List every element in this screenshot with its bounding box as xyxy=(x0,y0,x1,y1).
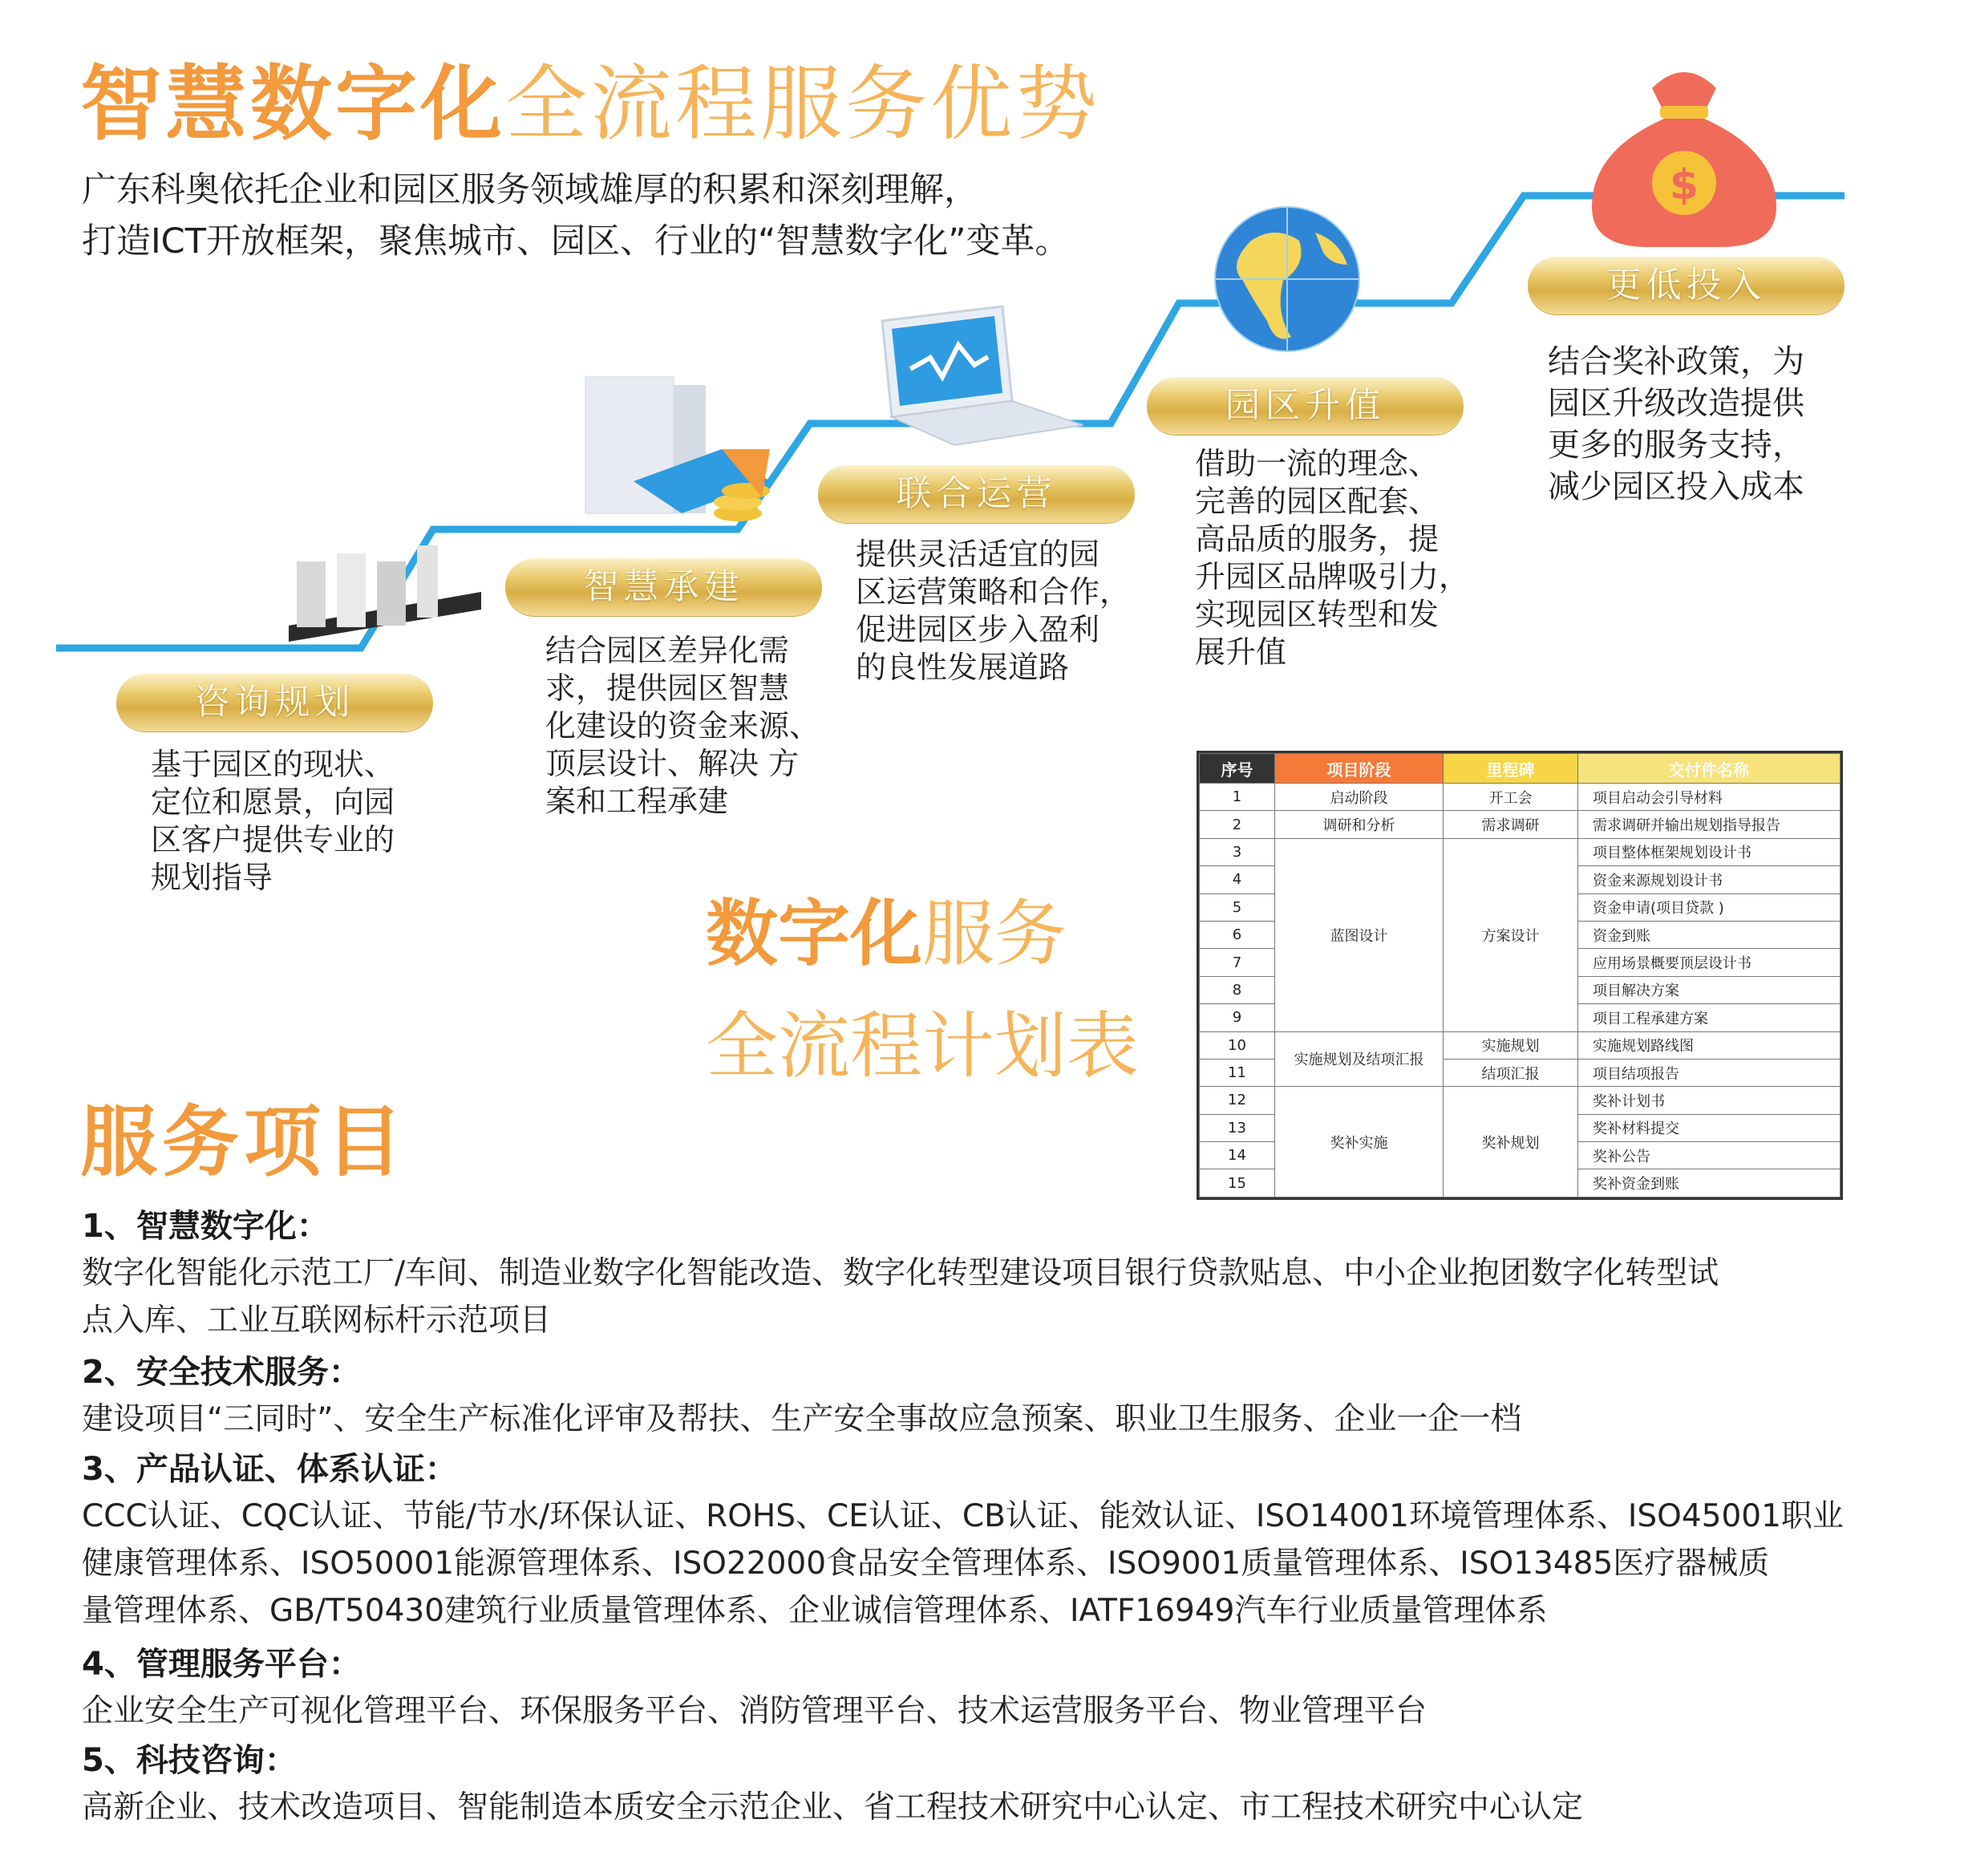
service-line: 点入库、工业互联网标杆示范项目 xyxy=(82,1303,552,1339)
service-line: 数字化智能化示范工厂/车间、制造业数字化智能改造、数字化转型建设项目银行贷款贴息、中小企业抱团数字化转型试 xyxy=(82,1255,1719,1291)
deliverable-cell: 项目启动会引导材料 xyxy=(1578,784,1840,811)
main-title-rest: 全流程服务优势 xyxy=(505,57,1100,152)
stage-text-consulting: 基于园区的现状、 定位和愿景，向园 区客户提供专业的 规划指导 xyxy=(151,747,395,895)
project-stage-cell: 启动阶段 xyxy=(1275,784,1444,811)
service-item xyxy=(82,1203,1918,1344)
deliverable-cell: 项目结项报告 xyxy=(1578,1059,1840,1086)
deliverable-cell: 需求调研并输出规划指导报告 xyxy=(1578,811,1840,838)
service-heading: 5、科技咨询： xyxy=(82,1742,297,1779)
stage-label: 更低投入 xyxy=(1606,265,1767,306)
row-number: 6 xyxy=(1200,921,1275,948)
table-row xyxy=(1200,1087,1840,1114)
row-number: 4 xyxy=(1200,866,1275,893)
table-row xyxy=(1200,838,1840,865)
building-blocks-icon xyxy=(289,545,481,642)
plan-table-container xyxy=(1197,751,1843,1200)
stage-pill-consulting xyxy=(116,674,433,731)
service-line: 量管理体系、GB/T50430建筑行业质量管理体系、企业诚信管理体系、IATF16949汽车行业质量管理体系 xyxy=(82,1593,1548,1629)
skyscraper-coins-icon xyxy=(585,377,770,521)
stage-text-operation: 提供灵活适宜的园 区运营策略和合作， 促进园区步入盈利 的良性发展道路 xyxy=(856,537,1131,685)
service-line: 建设项目“三同时”、安全生产标准化评审及帮扶、生产安全事故应急预案、职业卫生服务、企业一企一档 xyxy=(82,1401,1522,1437)
globe-icon xyxy=(1215,207,1359,351)
stage-pill-lower-cost xyxy=(1528,257,1845,314)
intro-line: 打造ICT开放框架，聚焦城市、园区、行业的“智慧数字化”变革。 xyxy=(82,221,1070,261)
row-number: 7 xyxy=(1200,949,1275,976)
service-item xyxy=(82,1446,1918,1635)
stage-pill-appreciation xyxy=(1147,377,1464,435)
service-item xyxy=(82,1737,1918,1831)
plan-title-rest: 服务 xyxy=(922,892,1067,976)
service-line: 企业安全生产可视化管理平台、环保服务平台、消防管理平台、技术运营服务平台、物业管理平台 xyxy=(82,1693,1427,1729)
row-number: 8 xyxy=(1200,976,1275,1003)
milestone-cell: 结项汇报 xyxy=(1444,1059,1578,1086)
row-number: 10 xyxy=(1200,1031,1275,1059)
milestone-cell: 开工会 xyxy=(1444,784,1578,811)
service-heading: 1、智慧数字化： xyxy=(82,1208,329,1245)
row-number: 5 xyxy=(1200,893,1275,921)
deliverable-cell: 项目解决方案 xyxy=(1578,976,1840,1003)
project-stage-cell: 实施规划及结项汇报 xyxy=(1275,1031,1444,1087)
project-stage-cell: 调研和分析 xyxy=(1275,811,1444,838)
stage-text-construction: 结合园区差异化需 求，提供园区智慧 化建设的资金来源、 顶层设计、解决 方 案和工程承建 xyxy=(545,633,820,819)
services-title: 服务项目 xyxy=(80,1097,407,1187)
stage-label: 智慧承建 xyxy=(583,566,744,607)
service-heading: 3、产品认证、体系认证： xyxy=(82,1451,457,1488)
row-number: 9 xyxy=(1200,1004,1275,1031)
milestone-cell: 需求调研 xyxy=(1444,811,1578,838)
project-stage-cell: 蓝图设计 xyxy=(1275,838,1444,1031)
milestone-cell: 方案设计 xyxy=(1444,838,1578,1031)
service-heading: 2、安全技术服务： xyxy=(82,1354,361,1391)
service-heading: 4、管理服务平台： xyxy=(82,1646,361,1683)
deliverable-cell: 应用场景概要顶层设计书 xyxy=(1578,949,1840,976)
row-number: 3 xyxy=(1200,838,1275,865)
money-bag-icon xyxy=(1592,72,1776,247)
row-number: 2 xyxy=(1200,811,1275,838)
deliverable-cell: 资金到账 xyxy=(1578,921,1840,948)
service-line: 健康管理体系、ISO50001能源管理体系、ISO22000食品安全管理体系、ISO9001质量管理体系、ISO13485医疗器械质 xyxy=(82,1546,1770,1582)
stage-label: 园区升值 xyxy=(1225,385,1386,426)
milestone-cell: 实施规划 xyxy=(1444,1031,1578,1059)
service-line: 高新企业、技术改造项目、智能制造本质安全示范企业、省工程技术研究中心认定、市工程技术研究中心认定 xyxy=(82,1789,1584,1825)
plan-title-line2: 全流程计划表 xyxy=(706,1004,1139,1088)
table-header: 项目阶段 xyxy=(1275,754,1444,784)
service-item xyxy=(82,1349,1918,1443)
intro-line: 广东科奥依托企业和园区服务领域雄厚的积累和深刻理解， xyxy=(82,170,978,210)
stage-text-lower-cost: 结合奖补政策，为 园区升级改造提供 更多的服务支持， 减少园区投入成本 xyxy=(1548,343,1804,505)
row-number: 14 xyxy=(1200,1142,1275,1169)
deliverable-cell: 实施规划路线图 xyxy=(1578,1031,1840,1059)
stage-pill-construction xyxy=(505,558,822,616)
stage-label: 联合运营 xyxy=(896,473,1057,514)
row-number: 15 xyxy=(1200,1169,1275,1197)
deliverable-cell: 项目整体框架规划设计书 xyxy=(1578,838,1840,865)
stage-pill-operation xyxy=(818,465,1135,523)
deliverable-cell: 奖补公告 xyxy=(1578,1142,1840,1169)
stage-label: 咨询规划 xyxy=(194,682,355,723)
table-row xyxy=(1200,1031,1840,1059)
laptop-icon xyxy=(882,306,1083,445)
milestone-cell: 奖补规划 xyxy=(1444,1087,1578,1197)
deliverable-cell: 奖补计划书 xyxy=(1578,1087,1840,1114)
deliverable-cell: 奖补资金到账 xyxy=(1578,1169,1840,1197)
deliverable-cell: 项目工程承建方案 xyxy=(1578,1004,1840,1031)
plan-title xyxy=(706,878,1139,1103)
deliverable-cell: 资金申请(项目贷款 ) xyxy=(1578,893,1840,921)
plan-table xyxy=(1199,753,1840,1197)
service-line: CCC认证、CQC认证、节能/节水/环保认证、ROHS、CE认证、CB认证、能效认证、ISO14001环境管理体系、ISO45001职业 xyxy=(82,1498,1844,1534)
table-row xyxy=(1200,784,1840,811)
project-stage-cell: 奖补实施 xyxy=(1275,1087,1444,1197)
table-header: 序号 xyxy=(1200,754,1275,784)
deliverable-cell: 资金来源规划设计书 xyxy=(1578,866,1840,893)
service-item xyxy=(82,1641,1918,1735)
money-symbol: $ xyxy=(1669,161,1699,209)
row-number: 12 xyxy=(1200,1087,1275,1114)
row-number: 13 xyxy=(1200,1114,1275,1141)
row-number: 11 xyxy=(1200,1059,1275,1086)
deliverable-cell: 奖补材料提交 xyxy=(1578,1114,1840,1141)
table-header: 里程碑 xyxy=(1444,754,1578,784)
table-header: 交付件名称 xyxy=(1578,754,1840,784)
stage-text-appreciation: 借助一流的理念、 完善的园区配套、 高品质的服务，提 升园区品牌吸引力， 实现园区转型和发 展升值 xyxy=(1195,446,1470,670)
table-row xyxy=(1200,811,1840,838)
plan-title-highlight: 数字化 xyxy=(706,892,922,976)
row-number: 1 xyxy=(1200,784,1275,811)
main-title-highlight: 智慧数字化 xyxy=(80,57,505,152)
